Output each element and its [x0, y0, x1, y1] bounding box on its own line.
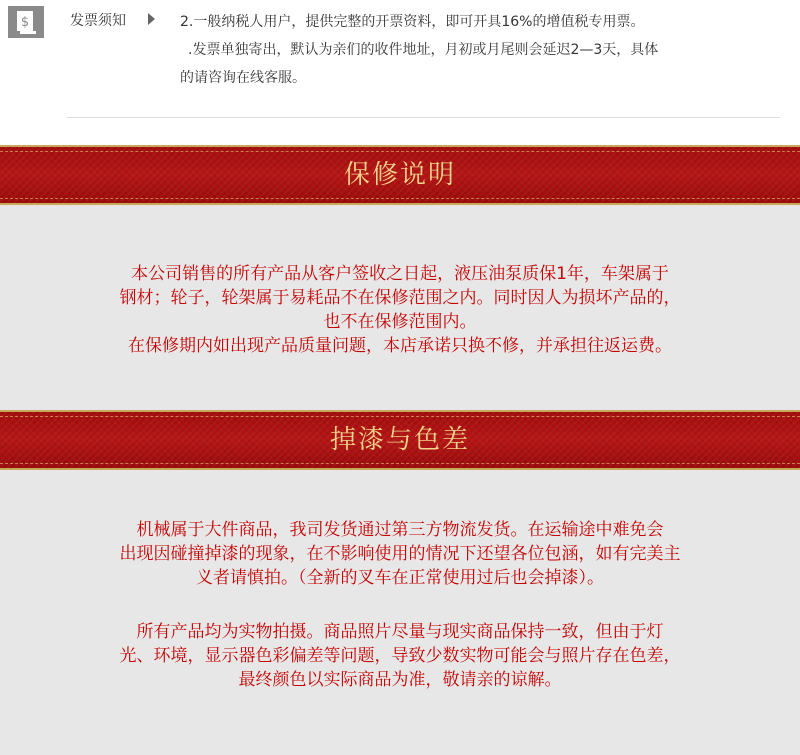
paint-para1-line-3: 义者请慎拍。（全新的叉车在正常使用过后也会掉漆）。 [196, 568, 604, 588]
warranty-panel [0, 205, 800, 410]
paint-para1-line-2: 出现因碰撞掉漆的现象，在不影响使用的情况下还望各位包涵，如有完美主 [119, 544, 681, 564]
warranty-title: 保修说明 [343, 160, 456, 190]
band-stitch-bottom [0, 463, 800, 464]
invoice-line-3: 的请咨询在线客服。 [180, 70, 306, 86]
paint-para2-line-1: 所有产品均为实物拍摄。商品照片尽量与现实商品保持一致，但由于灯 [136, 622, 664, 642]
invoice-notice-text [180, 8, 780, 92]
invoice-line-2: .发票单独寄出，默认为亲们的收件地址，月初或月尾则会延迟2—3天，具体 [188, 42, 659, 58]
paint-text-2 [20, 620, 780, 692]
warranty-line-3: 也不在保修范围内。 [323, 312, 477, 332]
invoice-notice-label: 发票须知 [70, 13, 126, 29]
invoice-section [0, 0, 800, 145]
paint-para2-line-2: 光、环境，显示器色彩偏差等问题，导致少数实物可能会与照片存在色差， [119, 646, 681, 666]
paint-para2-line-3: 最终颜色以实际商品为准，敬请亲的谅解。 [238, 670, 562, 690]
band-stitch-bottom [0, 198, 800, 199]
warranty-line-2: 钢材；轮子，轮架属于易耗品不在保修范围之内。同时因人为损坏产品的， [119, 288, 681, 308]
paint-panel [0, 470, 800, 755]
paint-para1-line-1: 机械属于大件商品，我司发货通过第三方物流发货。在运输途中难免会 [136, 520, 664, 540]
warranty-header-band [0, 145, 800, 205]
paint-title: 掉漆与色差 [329, 425, 470, 455]
warranty-line-4: 在保修期内如出现产品质量问题，本店承诺只换不修，并承担往返运费。 [128, 336, 672, 356]
divider [67, 117, 780, 118]
warranty-text [20, 262, 780, 358]
svg-text:$: $ [20, 15, 30, 30]
invoice-line-1: 2.一般纳税人用户，提供完整的开票资料，即可开具16%的增值税专用票。 [180, 14, 645, 30]
warranty-line-1: 本公司销售的所有产品从客户签收之日起，液压油泵质保1年，车架属于 [131, 264, 669, 284]
triangle-right-icon [148, 13, 155, 25]
paint-text-1 [20, 518, 780, 590]
paint-header-band [0, 410, 800, 470]
invoice-icon [8, 6, 44, 38]
